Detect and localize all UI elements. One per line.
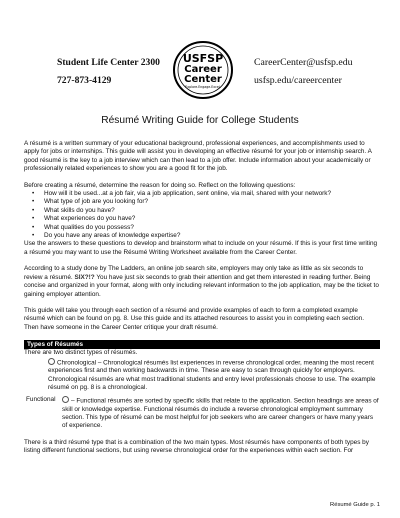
svg-text:USFSP: USFSP bbox=[182, 52, 224, 65]
type-chronological bbox=[24, 358, 380, 393]
reflection-tail: Use the answers to these questions to develop and brainstorm what to include on your résumé. If this is your first time writing a résumé you may want to use the Résumé Writing Worksheet available from the Career Center. bbox=[24, 240, 378, 256]
reflection-questions bbox=[24, 190, 380, 240]
office-phone: 727-873-4129 bbox=[57, 75, 112, 86]
list-item: • What experiences do you have? bbox=[24, 215, 380, 223]
text-segment: You have just six seconds to grab their attention and get them interested in reading further. Being concise and organized in your format, along with only including relevant information to the job application, may be the ticket to gaining employer attention. bbox=[24, 273, 379, 298]
list-item: • How will it be used...at a job fair, via a job application, sent online, via mail, shared with your network? bbox=[24, 190, 380, 198]
text-segment: According to a study done by The Ladders, an online job search site, employers may only take as little as six seconds to review a résumé. bbox=[24, 265, 364, 281]
six-seconds-paragraph bbox=[24, 265, 380, 299]
type-text: – Functional résumés are sorted by specific skills that relate to the application. Section headings are areas of skill or knowledge expertise. Functional résumés do include a reverse chronological employment summary section. This type of résumé can be most helpful for job seekers who are career changers or have many years of experience. bbox=[62, 397, 379, 430]
website-link[interactable]: usfsp.edu/careercenter bbox=[254, 75, 342, 86]
type-label bbox=[24, 358, 48, 393]
page-footer: Résumé Guide p. 1 bbox=[330, 502, 380, 508]
contact-right bbox=[254, 54, 353, 90]
type-functional bbox=[24, 396, 380, 431]
svg-text:Center: Center bbox=[184, 74, 222, 85]
types-lead: There are two distinct types of résumés. bbox=[24, 349, 138, 357]
usfsp-career-center-logo bbox=[172, 38, 234, 100]
reflection-block bbox=[24, 182, 380, 258]
email-link[interactable]: CareerCenter@usfsp.edu bbox=[254, 57, 353, 68]
types-closing: There is a third résumé type that is a combination of the two main types. Most résumés have components of both types by listing different functional sections, but using reverse chronological order for the experiences within each section. For bbox=[24, 438, 369, 455]
svg-text:Career: Career bbox=[184, 64, 222, 75]
type-description bbox=[62, 396, 380, 431]
type-label: Functional bbox=[26, 395, 56, 403]
document-title: Résumé Writing Guide for College Students bbox=[101, 115, 299, 126]
list-item: • Do you have any areas of knowledge expertise? bbox=[24, 232, 380, 240]
type-description bbox=[48, 358, 380, 393]
list-item: • What qualities do you possess? bbox=[24, 224, 380, 232]
intro-paragraph: A résumé is a written summary of your educational background, professional experiences, and accomplishments used to apply for jobs or internships. This guide will assist you in developing an effective résumé for your job or internship search. A good résumé is the key to a job interview which can then lead to a job offer. Include information about your academically or professionally related experiences to show you are a good fit for the job. bbox=[24, 140, 372, 173]
svg-text:Explore.Engage.Excel.: Explore.Engage.Excel. bbox=[185, 85, 221, 89]
radio-icon bbox=[48, 358, 55, 365]
document-body bbox=[24, 140, 380, 456]
contact-left bbox=[57, 54, 160, 90]
highlight-text: SIX?!? bbox=[74, 273, 95, 281]
reflection-lead: Before creating a résumé, determine the reason for doing so. Reflect on the following questions: bbox=[24, 181, 296, 189]
resume-types-section bbox=[24, 349, 380, 455]
office-location: Student Life Center 2300 bbox=[57, 57, 160, 68]
list-item: • What type of job are you looking for? bbox=[24, 198, 380, 206]
radio-icon bbox=[62, 396, 69, 403]
list-item: • What skills do you have? bbox=[24, 207, 380, 215]
type-text: Chronological – Chronological résumés list experiences in reverse chronological order, meaning the most recent experiences first and then working backwards in time. These are easy to scan through quickly for employers. Chronological résumés are what most traditional students and entry level professionals choose to use. The example résumé on pg. 8 is a chronological. bbox=[48, 359, 376, 392]
guide-overview-paragraph: This guide will take you through each section of a résumé and provide examples of each to form a completed example résumé which can be found on pg. 8. Use this guide and its attached resources to assist you in completing each section. Then have someone in the Career Center critique your draft résumé. bbox=[24, 306, 364, 331]
section-heading: Types of Résumés bbox=[24, 340, 380, 349]
